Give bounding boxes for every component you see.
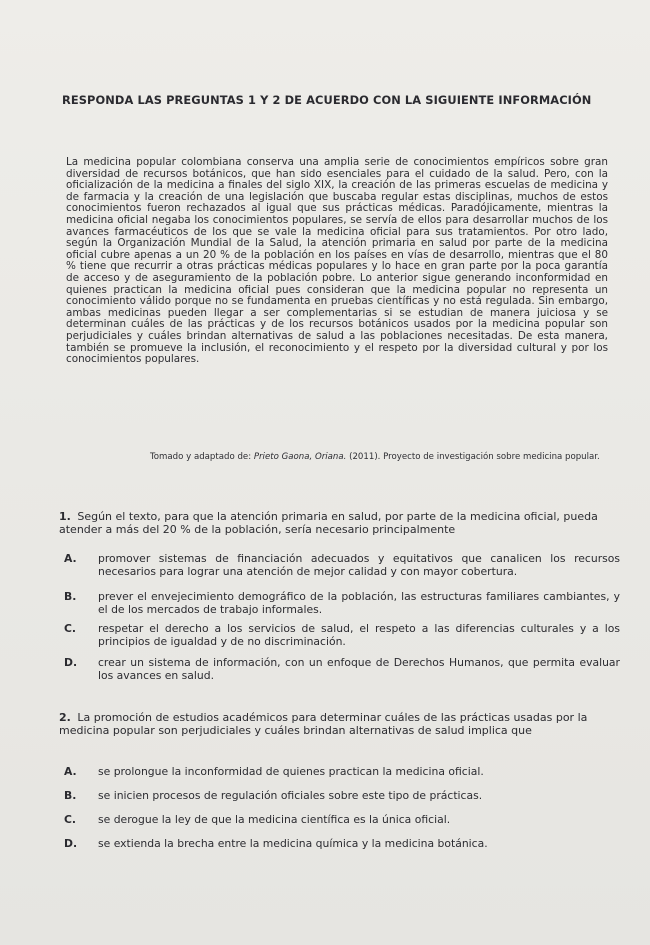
option-letter: A. [64, 765, 77, 778]
question-text: Según el texto, para que la atención primaria en salud, por parte de la medicina oficial, pueda atender a más del 20 % de la población, sería necesario principalmente [59, 510, 598, 536]
question-number: 1. [59, 510, 71, 523]
question-number: 2. [59, 711, 71, 724]
reading-passage: La medicina popular colombiana conserva una amplia serie de conocimientos empíricos sobre gran diversidad de recursos botánicos, que han sido esenciales para el cuidado de la salud. Pero, con la oficialización de la medicina a finales del siglo XIX, la creación de las primeras escuelas de medicina y de farmacia y la creación de una legislación que buscaba regular estas disciplinas, muchos de estos conocimientos fueron rechazados al igual que sus prácticas médicas. Paradójicamente, mientras la medicina oficial negaba los conocimientos populares, se servía de ellos para desarrollar muchos de los avances farmacéuticos de los que se vale la medicina oficial para sus tratamientos. Por otro lado, según la Organización Mundial de la Salud, la atención primaria en salud por parte de la medicina oficial cubre apenas a un 20 % de la población en los países en vías de desarrollo, mientras que el 80 % tiene que recurrir a otras prácticas médicas populares y lo hace en gran parte por la poca garantía de acceso y de aseguramiento de la población pobre. Lo anterior sigue generando inconformidad en quienes practican la medicina oficial pues consideran que la medicina popular no representa un conocimiento válido porque no se fundamenta en pruebas científicas y no está regulada. Sin embargo, ambas medicinas pueden llegar a ser complementarias si se estudian de manera juiciosa y se determinan cuáles de las prácticas y de los recursos botánicos usados por la medicina popular son perjudiciales y cuáles brindan alternativas de salud a las poblaciones necesitadas. De esta manera, también se promueve la inclusión, el reconocimiento y el respeto por la diversidad cultural y por los conocimientos populares. [66, 156, 608, 366]
question-1 [59, 511, 619, 536]
option-text: crear un sistema de información, con un enfoque de Derechos Humanos, que permita evaluar los avances en salud. [98, 656, 620, 682]
option-text: se derogue la ley de que la medicina científica es la única oficial. [98, 813, 451, 826]
q2-option-d [64, 838, 620, 851]
option-letter: C. [64, 622, 77, 635]
q1-option-c [64, 623, 620, 648]
option-text: respetar el derecho a los servicios de salud, el respeto a las diferencias culturales y a los principios de igualdad y de no discriminación. [98, 622, 620, 648]
q1-option-d [64, 657, 620, 682]
q2-option-b [64, 790, 620, 803]
source-citation [150, 452, 620, 463]
citation-details: (2011). Proyecto de investigación sobre medicina popular. [346, 452, 600, 462]
citation-author: Prieto Gaona, Oriana. [253, 452, 347, 462]
option-letter: B. [64, 590, 77, 603]
option-text: se extienda la brecha entre la medicina química y la medicina botánica. [98, 837, 488, 850]
q1-option-a [64, 553, 620, 578]
option-letter: A. [64, 552, 77, 565]
option-letter: B. [64, 789, 77, 802]
option-text: prever el envejecimiento demográfico de la población, las estructuras familiares cambiantes, y el de los mercados de trabajo informales. [98, 590, 620, 616]
q2-option-c [64, 814, 620, 827]
option-letter: C. [64, 813, 77, 826]
question-2 [59, 712, 619, 737]
option-letter: D. [64, 837, 78, 850]
option-text: se prolongue la inconformidad de quienes practican la medicina oficial. [98, 765, 484, 778]
question-text: La promoción de estudios académicos para determinar cuáles de las prácticas usadas por la medicina popular son perjudiciales y cuáles brindan alternativas de salud implica que [59, 711, 588, 737]
q2-option-a [64, 766, 620, 779]
q1-option-b [64, 591, 620, 616]
citation-prefix: Tomado y adaptado de: [150, 452, 254, 462]
instructions-heading: RESPONDA LAS PREGUNTAS 1 Y 2 DE ACUERDO CON LA SIGUIENTE INFORMACIÓN [62, 93, 592, 107]
option-text: se inicien procesos de regulación oficiales sobre este tipo de prácticas. [98, 789, 483, 802]
option-text: promover sistemas de financiación adecuados y equitativos que canalicen los recursos necesarios para lograr una atención de mejor calidad y con mayor cobertura. [98, 552, 620, 578]
option-letter: D. [64, 656, 78, 669]
